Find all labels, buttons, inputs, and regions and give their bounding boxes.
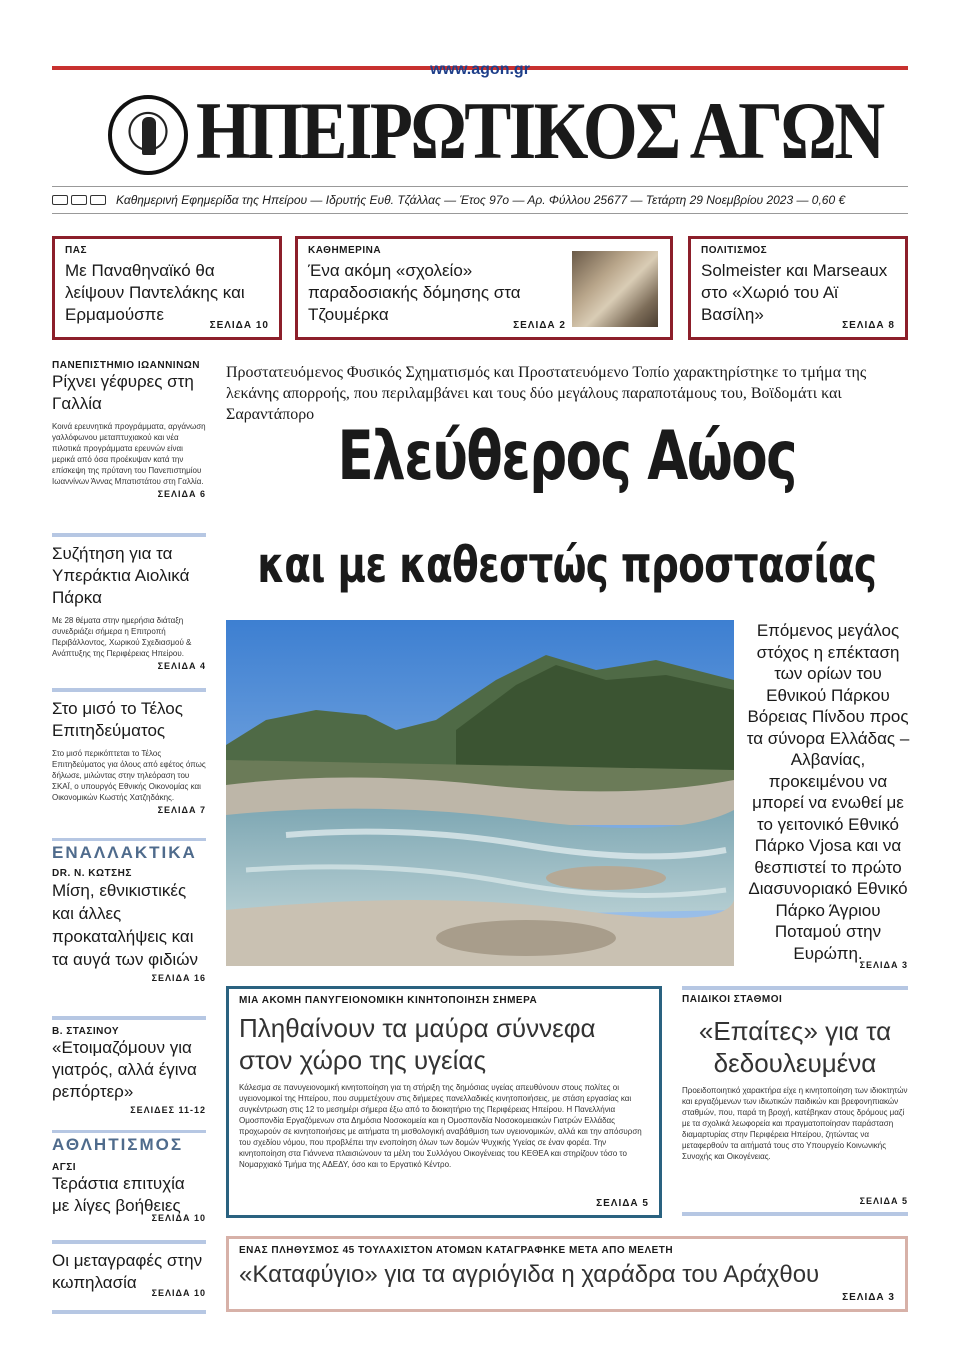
story-title: Πληθαίνουν τα μαύρα σύννεφα στον χώρο της υγείας [239, 1013, 596, 1075]
story-kicker: ΠΑΙΔΙΚΟΙ ΣΤΑΘΜΟΙ [682, 994, 783, 1005]
story-kicker: ΑΓΣΙ [52, 1162, 77, 1173]
story-page: ΣΕΛΙΔΑ 5 [859, 1196, 908, 1206]
elta-logo-icon [90, 195, 106, 205]
health-story-box[interactable] [226, 986, 662, 1218]
nursery-story[interactable] [682, 994, 908, 1212]
story-page: ΣΕΛΙΔΑ 3 [842, 1292, 895, 1303]
left-story-rowing[interactable] [52, 1250, 206, 1298]
teaser-title: Ένα ακόμη «σχολείο» παραδοσιακής δόμησης στα Τζουμέρκα [308, 261, 521, 324]
story-title: Ρίχνει γέφυρες στη Γαλλία [52, 372, 194, 413]
story-page: ΣΕΛΙΔΑ 7 [157, 805, 206, 815]
left-separator [52, 1310, 206, 1314]
left-separator [52, 1240, 206, 1244]
main-headline[interactable]: Ελεύθερος Αώος [337, 417, 797, 496]
left-story-stasinou[interactable] [52, 1026, 206, 1115]
story-page: ΣΕΛΙΔΕΣ 11-12 [130, 1105, 206, 1115]
story-page: ΣΕΛΙΔΑ 4 [157, 661, 206, 671]
story-kicker: ΜΙΑ ΑΚΟΜΗ ΠΑΝΥΓΕΙΟΝΟΜΙΚΗ ΚΙΝΗΤΟΠΟΙΗΣΗ ΣΗΜΕΡΑ [239, 995, 538, 1006]
teaser-box-politismos[interactable] [688, 236, 908, 340]
teaser-page: ΣΕΛΙΔΑ 8 [842, 320, 895, 331]
story-page: ΣΕΛΙΔΑ 16 [151, 973, 206, 983]
teaser-kicker: ΠΑΣ [65, 245, 87, 256]
story-title: «Επαίτες» για τα δεδουλευμένα [698, 1016, 892, 1078]
teaser-box-kathimerina[interactable] [295, 236, 673, 340]
main-story-deck: Προστατευόμενος Φυσικός Σχηματισμός και Προστατευόμενο Τοπίο χαρακτηρίστηκε το τμήμα της λεκάνης απορροής, που περιλαμβάνει και τους δύο μεγάλους παραποτάμους του, Βοϊδομάτι και Σαραντάπορο [226, 364, 867, 423]
main-subheadline[interactable]: και με καθεστώς προστασίας [257, 536, 877, 594]
masthead-title: ΗΠΕΙΡΩΤΙΚΟΣ ΑΓΩΝ [196, 85, 883, 176]
left-story-university[interactable] [52, 360, 206, 499]
teaser-page: ΣΕΛΙΔΑ 2 [513, 320, 566, 331]
story-title: «Ετοιμαζόμουν για γιατρός, αλλά έγινα ρεπόρτερ» [52, 1038, 197, 1101]
left-story-wind-parks[interactable] [52, 543, 206, 671]
story-title: «Καταφύγιο» για τα αγριόγιδα η χαράδρα του Αράχθου [239, 1261, 820, 1288]
story-kicker: ΕΝΑΣ ΠΛΗΘΥΣΜΟΣ 45 ΤΟΥΛΑΧΙΣΤΟΝ ΑΤΟΜΩΝ ΚΑΤΑΓΡΑΦΗΚΕ ΜΕΤΑ ΑΠΟ ΜΕΛΕΤΗ [239, 1245, 674, 1256]
left-separator [52, 1016, 206, 1020]
story-kicker: ΠΑΝΕΠΙΣΤΗΜΙΟ ΙΩΑΝΝΙΝΩΝ [52, 360, 201, 371]
issue-info-text: Καθημερινή Εφημερίδα της Ηπείρου — Ιδρυτής Ευθ. Τζάλλας — Έτος 97ο — Αρ. Φύλλου 25677 — Τετάρτη 29 Νοεμβρίου 2023 — 0,60 € [116, 193, 846, 207]
teaser-kicker: ΚΑΘΗΜΕΡΙΝΑ [308, 245, 382, 256]
section-sports: ΑΘΛΗΤΙΣΜΟΣ [52, 1130, 206, 1155]
teaser-title: Με Παναθηναϊκό θα λείψουν Παντελάκης και Ερμαμούσπε [65, 261, 245, 324]
story-body: Κάλεσμα σε πανυγειονομική κινητοποίηση για τη στήριξη της δημόσιας υγείας απευθύνουν στους πολίτες οι υγειονομικοί της Ηπείρου, που συμμετέχουν στις διήμερες πανελλαδικές κινητοποιήσεις, με στάση εργασίας και συγκέντρωση στις 12 το μεσημέρι σήμερα έξω από το διοικητήριο της Περιφέρειας Ηπείρου. Η Πανελλήνια Ομοσπονδία Εργαζόμενων στα Δημόσια Νοσοκομεία και η Ομοσπονδία Νοσοκομειακών Γιατρών Ελλάδας προχωρούν σε κινητοποιήσεις με αιτήματα τη μισθολογική αναβάθμιση των υγειονομικών, αλλά και την απόσυρση του σχεδίου νόμου, που προβλέπει την ενοποίηση όλων των δομών Ψυχικής Υγείας σε έναν φορέα. Την κινητοποίηση στα Γιάννενα πλαισιώνουν τα μέλη του Συλλόγου Οικογένειας του ΚΕΘΕΑ και στηρίζουν τόσο το Νομαρχιακό Τμήμα της ΑΔΕΔΥ, όσο και το Εργατικό Κέντρο. [239, 1083, 642, 1169]
left-story-opinion-kotsis[interactable] [52, 868, 206, 983]
river-photo [226, 620, 734, 966]
badge-icon [71, 195, 87, 205]
story-body: Προειδοποιητικό χαρακτήρα είχε η κινητοποίηση των ιδιοκτητών και εργαζόμενων των ιδιωτικών παιδικών και βρεφονηπιακών σταθμών, που, παρά τη βροχή, κατέβηκαν στους δρόμους μαζί με τα σχολικά λεωφορεία και πραγματοποίησαν παράσταση διαμαρτυρίας στην Περιφέρεια Ηπείρου, ζητώντας να μεταφερθούν τα αιτήματά τους στο Υπουργείο Κοινωνικής Συνοχής και Οικογένειας. [682, 1086, 908, 1161]
section-alternative: ΕΝΑΛΛΑΚΤΙΚΑ [52, 838, 206, 863]
teaser-box-pas[interactable] [52, 236, 282, 340]
nursery-bottom-rule [682, 1212, 908, 1216]
site-url[interactable]: www.agon.gr [430, 61, 530, 78]
left-separator [52, 533, 206, 537]
story-title: Οι μεταγραφές στην κωπηλασία [52, 1251, 203, 1292]
story-title: Συζήτηση για τα Υπεράκτια Αιολικά Πάρκα [52, 544, 190, 607]
story-body: Με 28 θέματα στην ημερήσια διάταξη συνεδριάζει σήμερα η Επιτροπή Περιβάλλοντος, Χωρικού Σχεδιασμού & Ανάπτυξης της Περιφέρειας Ηπείρου. [52, 616, 192, 658]
arachthos-story-box[interactable] [226, 1236, 908, 1312]
teaser-kicker: ΠΟΛΙΤΙΣΜΟΣ [701, 245, 768, 256]
story-body: Κοινά ερευνητικά προγράμματα, αργάνωση γαλλόφωνου μεταπτυχιακού και νέα πιλοτικά προγράμματα ερευνών είναι μερικά από όσα προέκυψαν κατά την επίσκεψη της πρύτανη του Πανεπιστημίου Ιωαννίνων Άννας Μπατιστάτου στη Γαλλία. [52, 422, 206, 486]
left-story-agsi[interactable] [52, 1162, 206, 1223]
teaser-title: Solmeister και Marseaux στο «Χωριό του Αϊ Βασίλη» [701, 261, 888, 324]
badge-icon [52, 195, 68, 205]
story-title: Στο μισό το Τέλος Επιτηδεύματος [52, 699, 183, 740]
left-story-business-fee[interactable] [52, 698, 206, 815]
story-title: Μίση, εθνικιστικές και άλλες προκαταλήψεις και τα αυγά των φιδιών [52, 881, 198, 969]
teaser-photo-construction [572, 251, 658, 327]
issue-info-bar [52, 186, 908, 214]
story-page: ΣΕΛΙΔΑ 5 [596, 1198, 649, 1209]
story-page: ΣΕΛΙΔΑ 10 [151, 1288, 206, 1298]
main-story-side-text: Επόμενος μεγάλος στόχος η επέκταση των ορίων του Εθνικού Πάρκου Βόρειας Πίνδου προς τα σύνορα Ελλάδας – Αλβανίας, προκειμένου να μπορεί να ενωθεί με το γειτονικό Εθνικό Πάρκο Vjosa και να θεσπιστεί το πρώτο Διασυνοριακό Εθνικό Πάρκο Άγριου Ποταμού στην Ευρώπη. [746, 621, 910, 963]
publisher-icons [52, 195, 106, 205]
story-page: ΣΕΛΙΔΑ 10 [151, 1213, 206, 1223]
story-kicker: Β. ΣΤΑΣΙΝΟΥ [52, 1026, 120, 1037]
main-story-page[interactable]: ΣΕΛΙΔΑ 3 [859, 960, 908, 970]
river-landscape-illustration [226, 620, 734, 966]
story-kicker: DR. Ν. ΚΩΤΣΗΣ [52, 868, 132, 879]
story-body: Στο μισό περικόπτεται το Τέλος Επιτηδεύματος για όλους από εφέτος όπως δήλωσε, μιλώντας στην τηλεόραση του ΣΚΑΪ, ο υπουργός Εθνικής Οικονομίας και Οικονομικών Κωστής Χατζηδάκης. [52, 749, 206, 802]
left-separator [52, 688, 206, 692]
story-page: ΣΕΛΙΔΑ 6 [157, 489, 206, 499]
nursery-top-rule [682, 986, 908, 990]
teaser-page: ΣΕΛΙΔΑ 10 [209, 320, 269, 331]
story-title: Τεράστια επιτυχία με λίγες βοήθειες [52, 1174, 185, 1215]
newspaper-seal-logo [108, 95, 188, 175]
